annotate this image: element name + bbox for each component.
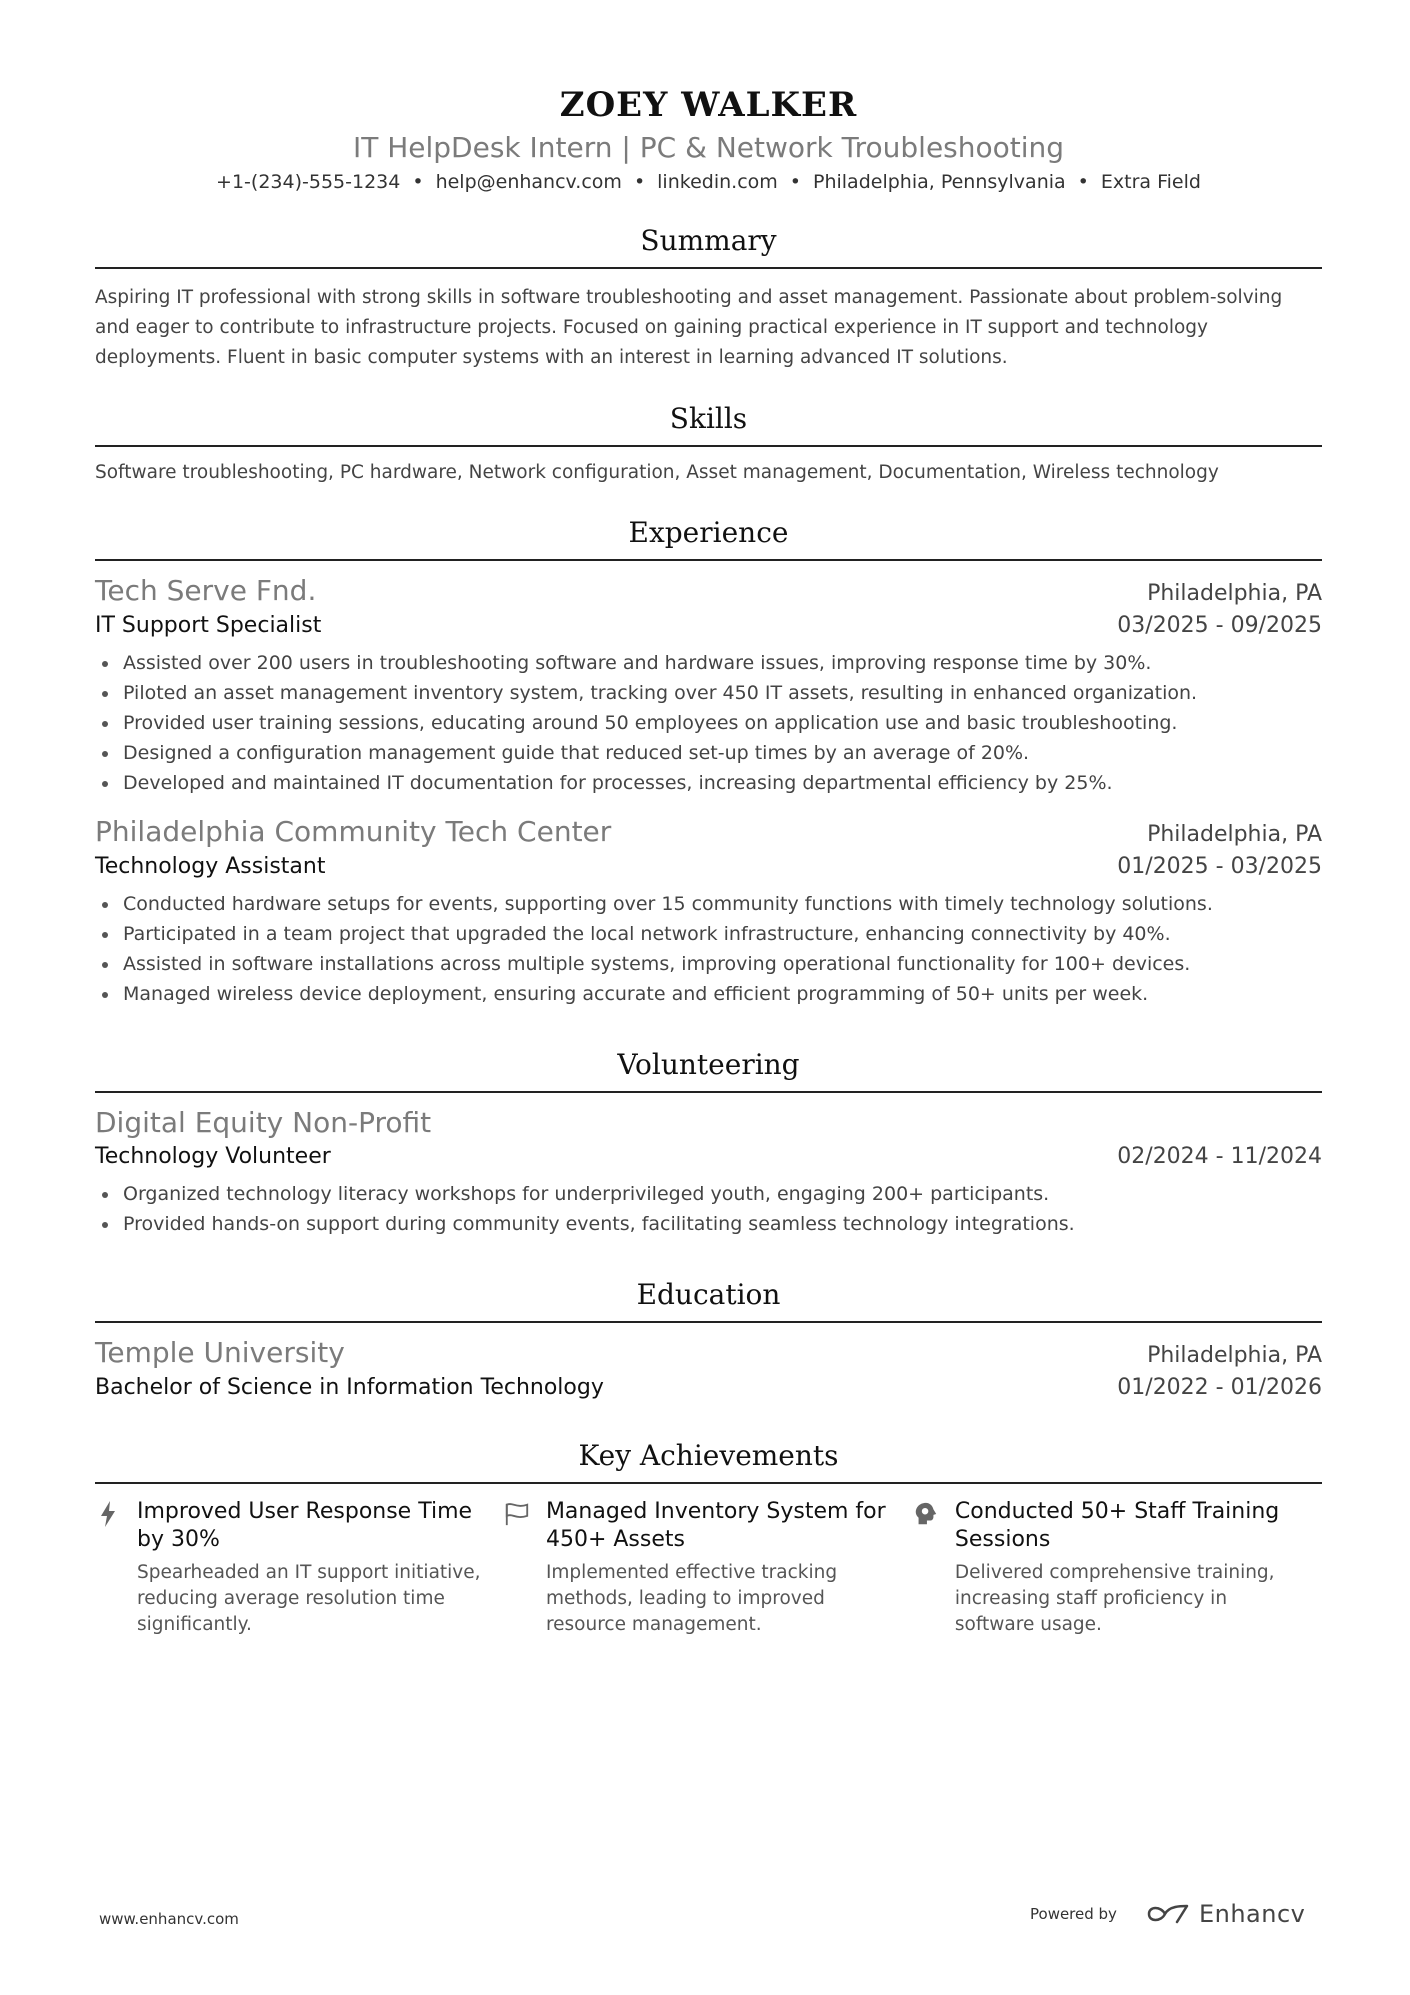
entry-dates: 03/2025 - 09/2025 <box>1117 613 1322 638</box>
volunteering-entry <box>95 1105 1322 1239</box>
separator-dot: • <box>789 171 801 193</box>
degree-name: Bachelor of Science in Information Technology <box>95 1375 604 1400</box>
section-title: Skills <box>95 401 1322 447</box>
summary-section <box>95 223 1322 373</box>
achievement-title: Improved User Response Time by 30% <box>137 1499 473 1552</box>
organization-name: Digital Equity Non-Profit <box>95 1106 432 1139</box>
company-name: Philadelphia Community Tech Center <box>95 815 612 848</box>
separator-dot: • <box>412 171 424 193</box>
head-icon <box>913 1500 939 1528</box>
resume-page <box>95 85 1322 1638</box>
education-entry <box>95 1335 1322 1404</box>
candidate-headline: IT HelpDesk Intern | PC & Network Troubleshooting <box>352 131 1065 164</box>
entry-location: Philadelphia, PA <box>1147 822 1322 847</box>
bullet-item: Managed wireless device deployment, ensuring accurate and efficient programming of 50+ units per week. <box>95 979 1322 1009</box>
entry-dates: 01/2025 - 03/2025 <box>1117 854 1322 879</box>
experience-entry <box>95 573 1322 798</box>
bullet-list <box>95 1179 1322 1239</box>
entry-dates: 02/2024 - 11/2024 <box>1117 1144 1322 1169</box>
experience-entry <box>95 814 1322 1009</box>
enhancv-logo-icon <box>1145 1902 1191 1926</box>
job-title: IT Support Specialist <box>95 613 322 638</box>
section-title: Education <box>95 1277 1322 1323</box>
contact-linkedin[interactable]: linkedin.com <box>657 171 778 193</box>
bullet-item: Designed a configuration management guide that reduced set-up times by an average of 20%. <box>95 738 1322 768</box>
achievement-title: Managed Inventory System for 450+ Assets <box>545 1499 886 1552</box>
contact-location: Philadelphia, Pennsylvania <box>813 171 1066 193</box>
section-title: Key Achievements <box>95 1438 1322 1484</box>
contact-line <box>95 169 1322 195</box>
achievement-title: Conducted 50+ Staff Training Sessions <box>954 1499 1280 1552</box>
skills-text: Software troubleshooting, PC hardware, Network configuration, Asset management, Documentation, Wireless technology <box>95 462 1219 483</box>
flag-icon <box>504 1500 530 1528</box>
bullet-list <box>95 648 1322 798</box>
summary-text: Aspiring IT professional with strong skills in software troubleshooting and asset management. Passionate about problem-solving and eager to contribute to infrastructure projects. Focused on gaining practical experience in IT support and technology deployments. Fluent in basic computer systems with an interest in learning advanced IT solutions. <box>95 287 1283 368</box>
separator-dot: • <box>1077 171 1089 193</box>
achievements-section <box>95 1438 1322 1638</box>
candidate-name: ZOEY WALKER <box>559 85 858 125</box>
company-name: Tech Serve Fnd. <box>95 574 317 607</box>
job-title: Technology Assistant <box>95 854 326 879</box>
lightning-icon <box>95 1500 121 1528</box>
achievement-description: Delivered comprehensive training, increasing staff proficiency in software usage. <box>954 1562 1275 1635</box>
bullet-item: Piloted an asset management inventory system, tracking over 450 IT assets, resulting in enhanced organization. <box>95 678 1322 708</box>
section-title: Summary <box>95 223 1322 269</box>
achievement-item <box>504 1498 913 1638</box>
skills-section <box>95 401 1322 487</box>
entry-location: Philadelphia, PA <box>1147 581 1322 606</box>
volunteering-section <box>95 1047 1322 1239</box>
bullet-item: Assisted over 200 users in troubleshooting software and hardware issues, improving response time by 30%. <box>95 648 1322 678</box>
bullet-item: Provided hands-on support during community events, facilitating seamless technology integrations. <box>95 1209 1322 1239</box>
contact-phone: +1-(234)-555-1234 <box>216 171 401 193</box>
volunteer-role: Technology Volunteer <box>95 1144 331 1169</box>
section-title: Volunteering <box>95 1047 1322 1093</box>
school-name: Temple University <box>95 1336 345 1369</box>
entry-dates: 01/2022 - 01/2026 <box>1117 1375 1322 1400</box>
achievement-description: Spearheaded an IT support initiative, reducing average resolution time significantly. <box>137 1562 481 1635</box>
bullet-list <box>95 889 1322 1009</box>
achievement-item <box>95 1498 504 1638</box>
education-section <box>95 1277 1322 1404</box>
bullet-item: Developed and maintained IT documentation for processes, increasing departmental efficiency by 25%. <box>95 768 1322 798</box>
achievement-item <box>913 1498 1322 1638</box>
bullet-item: Organized technology literacy workshops for underprivileged youth, engaging 200+ participants. <box>95 1179 1322 1209</box>
separator-dot: • <box>633 171 646 193</box>
section-title: Experience <box>95 515 1322 561</box>
footer-website[interactable]: www.enhancv.com <box>99 1910 239 1928</box>
bullet-item: Assisted in software installations across multiple systems, improving operational functionality for 100+ devices. <box>95 949 1322 979</box>
brand-name: Enhancv <box>1198 1900 1306 1928</box>
footer-brand <box>1030 1900 1305 1928</box>
contact-extra: Extra Field <box>1100 171 1201 193</box>
contact-email[interactable]: help@enhancv.com <box>435 171 622 193</box>
achievements-grid <box>95 1498 1322 1638</box>
powered-by-label: Powered by <box>1030 1905 1117 1923</box>
bullet-item: Participated in a team project that upgraded the local network infrastructure, enhancing connectivity by 40%. <box>95 919 1322 949</box>
bullet-item: Provided user training sessions, educating around 50 employees on application use and basic troubleshooting. <box>95 708 1322 738</box>
bullet-item: Conducted hardware setups for events, supporting over 15 community functions with timely technology solutions. <box>95 889 1322 919</box>
entry-location: Philadelphia, PA <box>1147 1343 1322 1368</box>
experience-section <box>95 515 1322 1009</box>
achievement-description: Implemented effective tracking methods, leading to improved resource management. <box>545 1562 838 1635</box>
